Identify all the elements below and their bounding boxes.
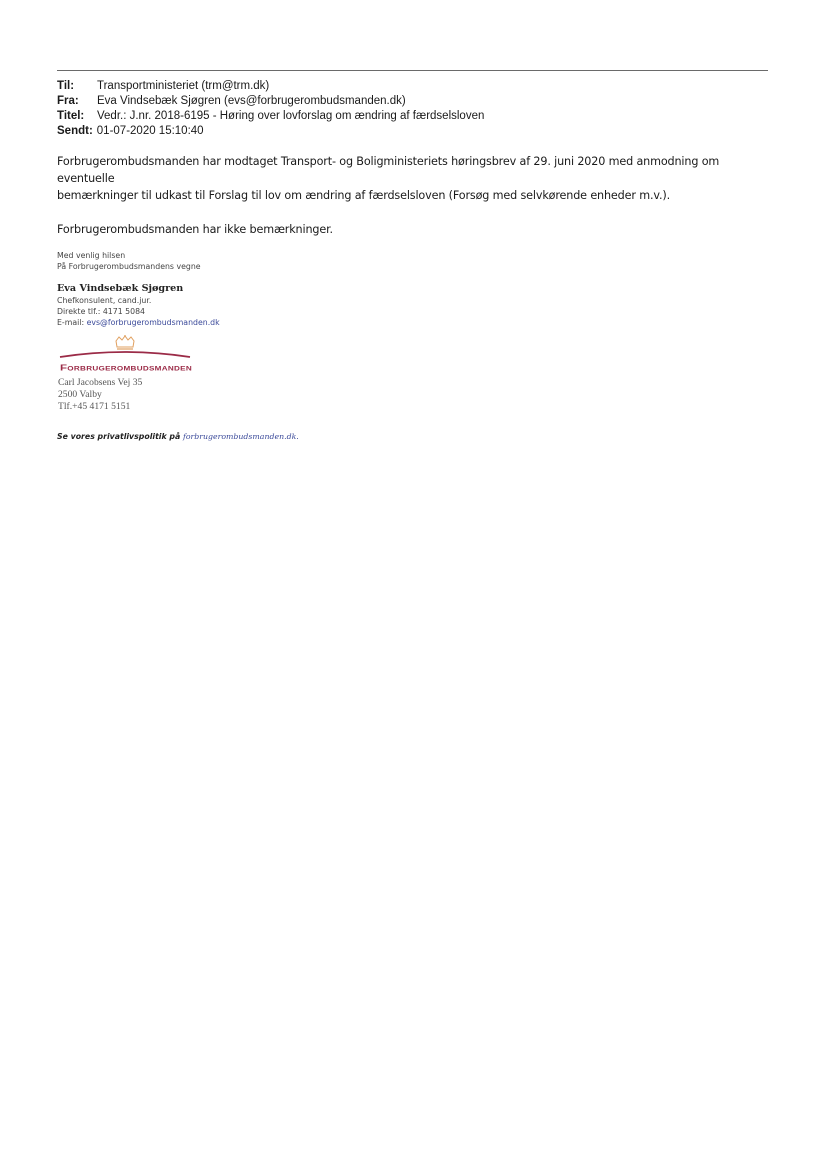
to-value: Transportministeriet (trm@trm.dk) (97, 80, 270, 92)
logo-swoosh (60, 352, 190, 357)
address-block (58, 377, 142, 413)
address-phone: Tlf.+45 4171 5151 (58, 401, 131, 412)
address-city: 2500 Valby (58, 389, 102, 400)
to-row (57, 79, 484, 94)
sent-label: Sendt: (57, 125, 93, 137)
title-row (57, 109, 484, 124)
signature-email-link[interactable]: evs@forbrugerombudsmanden.dk (86, 318, 220, 327)
greeting-text: Med venlig hilsen (57, 251, 126, 260)
title-label: Titel: (57, 110, 85, 122)
signature-email-row (57, 317, 220, 328)
signature-greeting (57, 250, 201, 272)
signature-phone: Direkte tlf.: 4171 5084 (57, 307, 145, 316)
logo-wordmark (60, 362, 194, 372)
body-paragraph-1-line-2: bemærkninger til udkast til Forslag til lov om ændring af færdselsloven (Forsøg med selvkørende enheder m.v.). (57, 189, 670, 202)
signature-details (57, 295, 220, 328)
body-paragraph-1 (57, 153, 777, 204)
on-behalf-text: På Forbrugerombudsmandens vegne (57, 262, 201, 271)
sent-value: 01-07-2020 15:10:40 (96, 125, 204, 137)
header-divider (57, 70, 768, 71)
title-value: Vedr.: J.nr. 2018-6195 - Høring over lovforslag om ændring af færdselsloven (97, 110, 485, 122)
body-paragraph-2: Forbrugerombudsmanden har ikke bemærkninger. (57, 223, 333, 236)
from-row (57, 94, 484, 109)
privacy-link[interactable]: forbrugerombudsmanden.dk. (182, 432, 299, 441)
email-header (57, 79, 484, 139)
crown-icon (116, 335, 134, 349)
to-label: Til: (57, 80, 75, 92)
sent-row (57, 124, 484, 139)
logo-wordmark-text: Forbrugerombudsmanden (60, 362, 192, 372)
from-value: Eva Vindsebæk Sjøgren (evs@forbrugerombudsmanden.dk) (97, 95, 406, 107)
signature-email-label: E-mail: (57, 318, 87, 327)
body-paragraph-1-line-1: Forbrugerombudsmanden har modtaget Transport- og Boligministeriets høringsbrev af 29. juni 2020 med anmodning om eventuelle (57, 155, 720, 185)
email-body (57, 153, 777, 238)
from-label: Fra: (57, 95, 79, 107)
address-street: Carl Jacobsens Vej 35 (58, 377, 143, 388)
privacy-notice (57, 432, 299, 441)
privacy-prefix: Se vores privatlivspolitik på (57, 432, 183, 441)
signature-name: Eva Vindsebæk Sjøgren (57, 283, 184, 294)
signature-title: Chefkonsulent, cand.jur. (57, 296, 152, 305)
logo-text (60, 362, 194, 374)
